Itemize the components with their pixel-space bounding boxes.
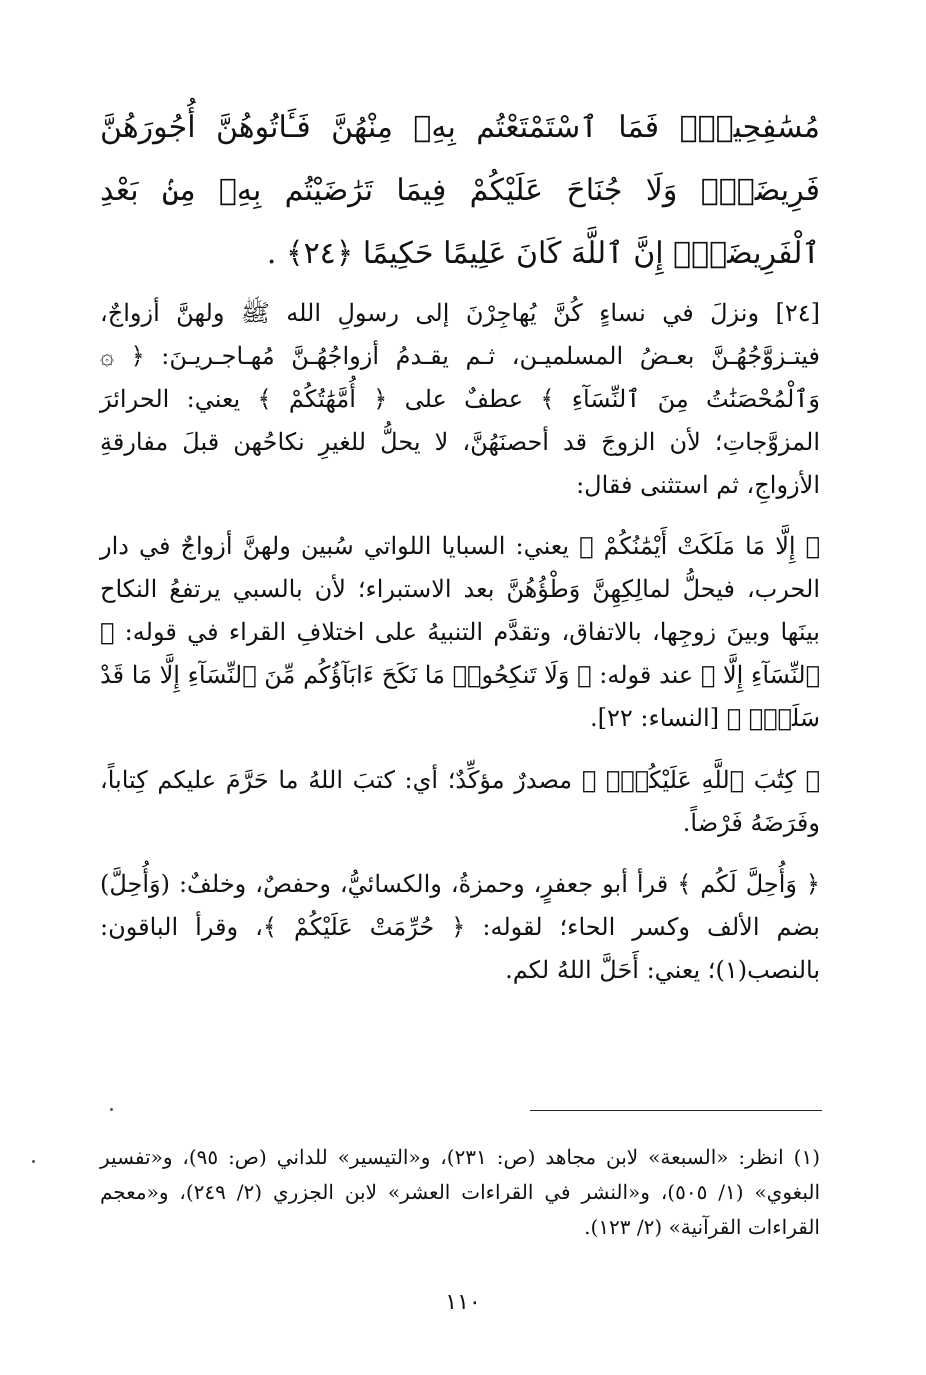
commentary-paragraph-4: ﴿ وَأُحِلَّ لَكُم ﴾ قرأ أبو جعفرٍ، وحمزةُ، والكسائيُّ، وحفصٌ، وخلفٌ: (وَأُحِلَّ) بضم الألف وكسر الحاء؛ لقوله: ﴿ حُرِّمَتْ عَلَيْكُمْ ﴾، وقرأ الباقون: بالنصب(١)؛ يعني: أَحَلَّ اللهُ لكم. [100,870,820,984]
quran-verse-block: مُسَٰفِحِينَۚ فَمَا ٱسْتَمْتَعْتُم بِهِۦ مِنْهُنَّ فَـَٔاتُوهُنَّ أُجُورَهُنَّ فَرِيضَةًۚ وَلَا جُنَاحَ عَلَيْكُمْ فِيمَا تَرَٰضَيْتُم بِهِۦ مِنۢ بَعْدِ ٱلْفَرِيضَةِۚ إِنَّ ٱللَّهَ كَانَ عَلِيمًا حَكِيمًا ﴿٢٤﴾ . [100,110,820,271]
commentary-paragraph-2: ﴿ إِلَّا مَا مَلَكَتْ أَيْمَٰنُكُمْ ﴾ يعني: السبايا اللواتي سُبين ولهنَّ أزواجٌ في دار الحرب، فيحلُّ لمالِكِهِنَّ وَطْؤُهُنَّ بعد الاستبراء؛ لأن بالسبي يرتفعُ النكاح بينَها وبينَ زوجِها، بالاتفاق، وتقدَّم التنبيهُ على اختلافِ القراء في قوله: ﴿ ٱلنِّسَآءِ إِلَّا ﴾ عند قوله: ﴿ وَلَا تَنكِحُوا۟ مَا نَكَحَ ءَابَآؤُكُم مِّنَ ٱلنِّسَآءِ إِلَّا مَا قَدْ سَلَفَۚ ﴾ [النساء: ٢٢]. [100,532,820,732]
page-number: ١١٠ [445,1290,481,1315]
footnote-separator [530,1110,822,1111]
commentary-paragraph-1: [٢٤] ونزلَ في نساءٍ كُنَّ يُهاجِرْنَ إلى رسولِ الله ﷺ ولهنَّ أزواجٌ، فيتـزوَّجُهُـنَّ بعـضُ المسلميـن، ثـم يقـدمُ أزواجُهُـنَّ مُهـاجـريـنَ: ﴿ ۞ وَٱلْمُحْصَنَٰتُ مِنَ ٱلنِّسَآءِ ﴾ عطفٌ على ﴿ أُمَّهَٰتُكُمْ ﴾ يعني: الحرائرَ المزوَّجاتِ؛ لأن الزوجَ قد أحصنَهُنَّ، لا يحلُّ للغيرِ نكاحُهن قبلَ مفارقةِ الأزواجِ، ثم استثنى فقال: [100,299,821,499]
scan-speck [32,1160,35,1163]
commentary-paragraph-3: ﴿ كِتَٰبَ ٱللَّهِ عَلَيْكُمْۚ ﴾ مصدرٌ مؤكِّدٌ؛ أي: كتبَ اللهُ ما حَرَّمَ عليكم كِتاباً، وفَرَضَهُ فَرْضاً. [100,766,820,837]
commentary-body [100,292,820,992]
footnote: (١) انظر: «السبعة» لابن مجاهد (ص: ٢٣١)، و«التيسير» للداني (ص: ٩٥)، و«تفسير البغوي» (١/ ٥٠٥)، و«النشر في القراءات العشر» لابن الجزري (٢/ ٢٤٩)، و«معجم القراءات القرآنية» (٢/ ١٢٣). [100,1145,821,1239]
scan-speck [110,1108,113,1111]
